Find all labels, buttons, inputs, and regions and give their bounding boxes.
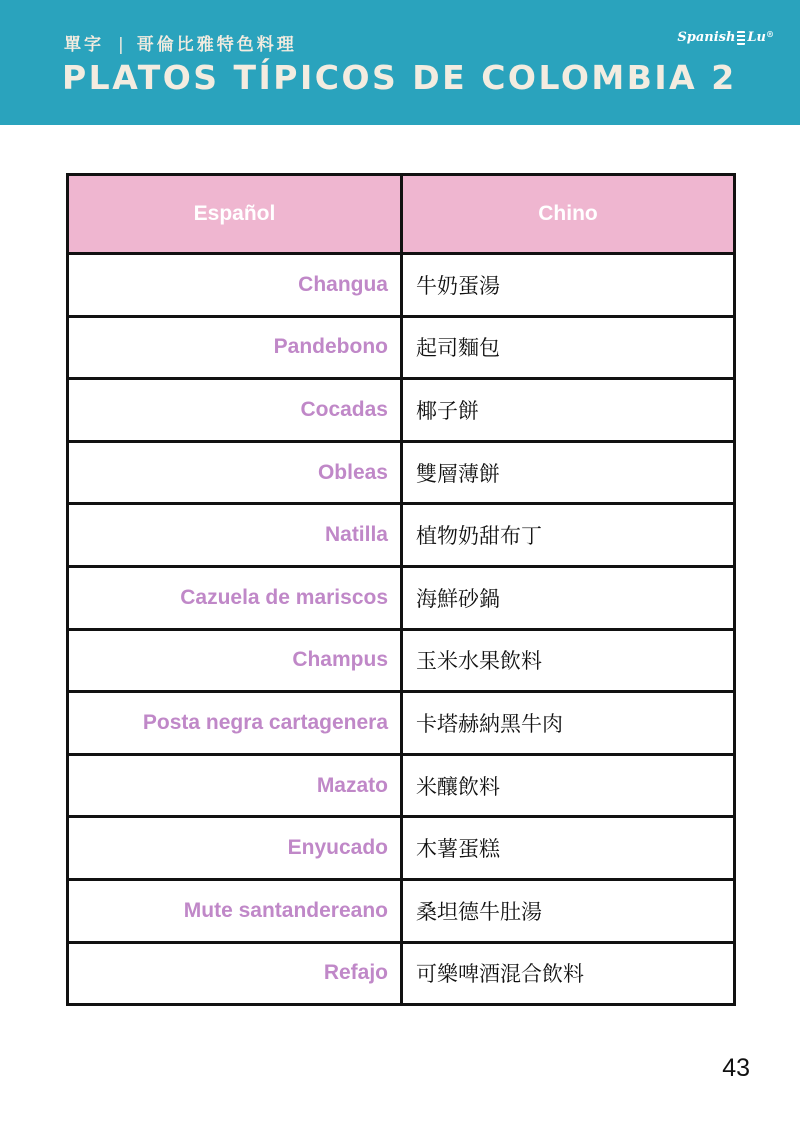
table-row xyxy=(68,504,735,567)
page-number: 43 xyxy=(722,1054,750,1082)
spanish-term: Cazuela de mariscos xyxy=(68,566,402,629)
chinese-term: 海鮮砂鍋 xyxy=(402,566,735,629)
table-row xyxy=(68,754,735,817)
section-subtitle xyxy=(64,30,297,55)
spanish-term: Enyucado xyxy=(68,817,402,880)
chinese-term: 卡塔赫納黑牛肉 xyxy=(402,692,735,755)
chinese-term: 椰子餅 xyxy=(402,379,735,442)
brand-mark-icon xyxy=(737,31,745,45)
table-row xyxy=(68,629,735,692)
spanish-term: Champus xyxy=(68,629,402,692)
page-header xyxy=(0,0,800,125)
chinese-term: 起司麵包 xyxy=(402,316,735,379)
brand-logo xyxy=(677,30,774,45)
chinese-term: 桑坦德牛肚湯 xyxy=(402,879,735,942)
table-row xyxy=(68,879,735,942)
table-header-row xyxy=(68,175,735,254)
table-row xyxy=(68,379,735,442)
chinese-term: 雙層薄餅 xyxy=(402,441,735,504)
table-row xyxy=(68,692,735,755)
vocabulary-table xyxy=(66,173,736,1006)
column-header-chinese: Chino xyxy=(402,175,735,254)
table-row xyxy=(68,441,735,504)
chinese-term: 木薯蛋糕 xyxy=(402,817,735,880)
chinese-term: 米釀飲料 xyxy=(402,754,735,817)
chinese-term: 植物奶甜布丁 xyxy=(402,504,735,567)
table-row xyxy=(68,316,735,379)
spanish-term: Obleas xyxy=(68,441,402,504)
chinese-term: 玉米水果飲料 xyxy=(402,629,735,692)
table-row xyxy=(68,566,735,629)
table-row xyxy=(68,817,735,880)
spanish-term: Pandebono xyxy=(68,316,402,379)
brand-text-left: Spanish xyxy=(677,30,736,45)
spanish-term: Cocadas xyxy=(68,379,402,442)
spanish-term: Mute santandereano xyxy=(68,879,402,942)
spanish-term: Mazato xyxy=(68,754,402,817)
chinese-term: 可樂啤酒混合飲料 xyxy=(402,942,735,1005)
table-row xyxy=(68,942,735,1005)
subtitle-separator: | xyxy=(118,35,127,55)
subtitle-category: 單字 xyxy=(64,35,104,55)
spanish-term: Natilla xyxy=(68,504,402,567)
page-title: PLATOS TÍPICOS DE COLOMBIA 2 xyxy=(62,58,737,97)
chinese-term: 牛奶蛋湯 xyxy=(402,254,735,317)
spanish-term: Changua xyxy=(68,254,402,317)
spanish-term: Posta negra cartagenera xyxy=(68,692,402,755)
column-header-spanish: Español xyxy=(68,175,402,254)
brand-registered-mark: ® xyxy=(766,28,774,39)
spanish-term: Refajo xyxy=(68,942,402,1005)
table-row xyxy=(68,254,735,317)
subtitle-topic: 哥倫比雅特色料理 xyxy=(136,35,297,55)
brand-text-right: Lu xyxy=(747,30,766,45)
